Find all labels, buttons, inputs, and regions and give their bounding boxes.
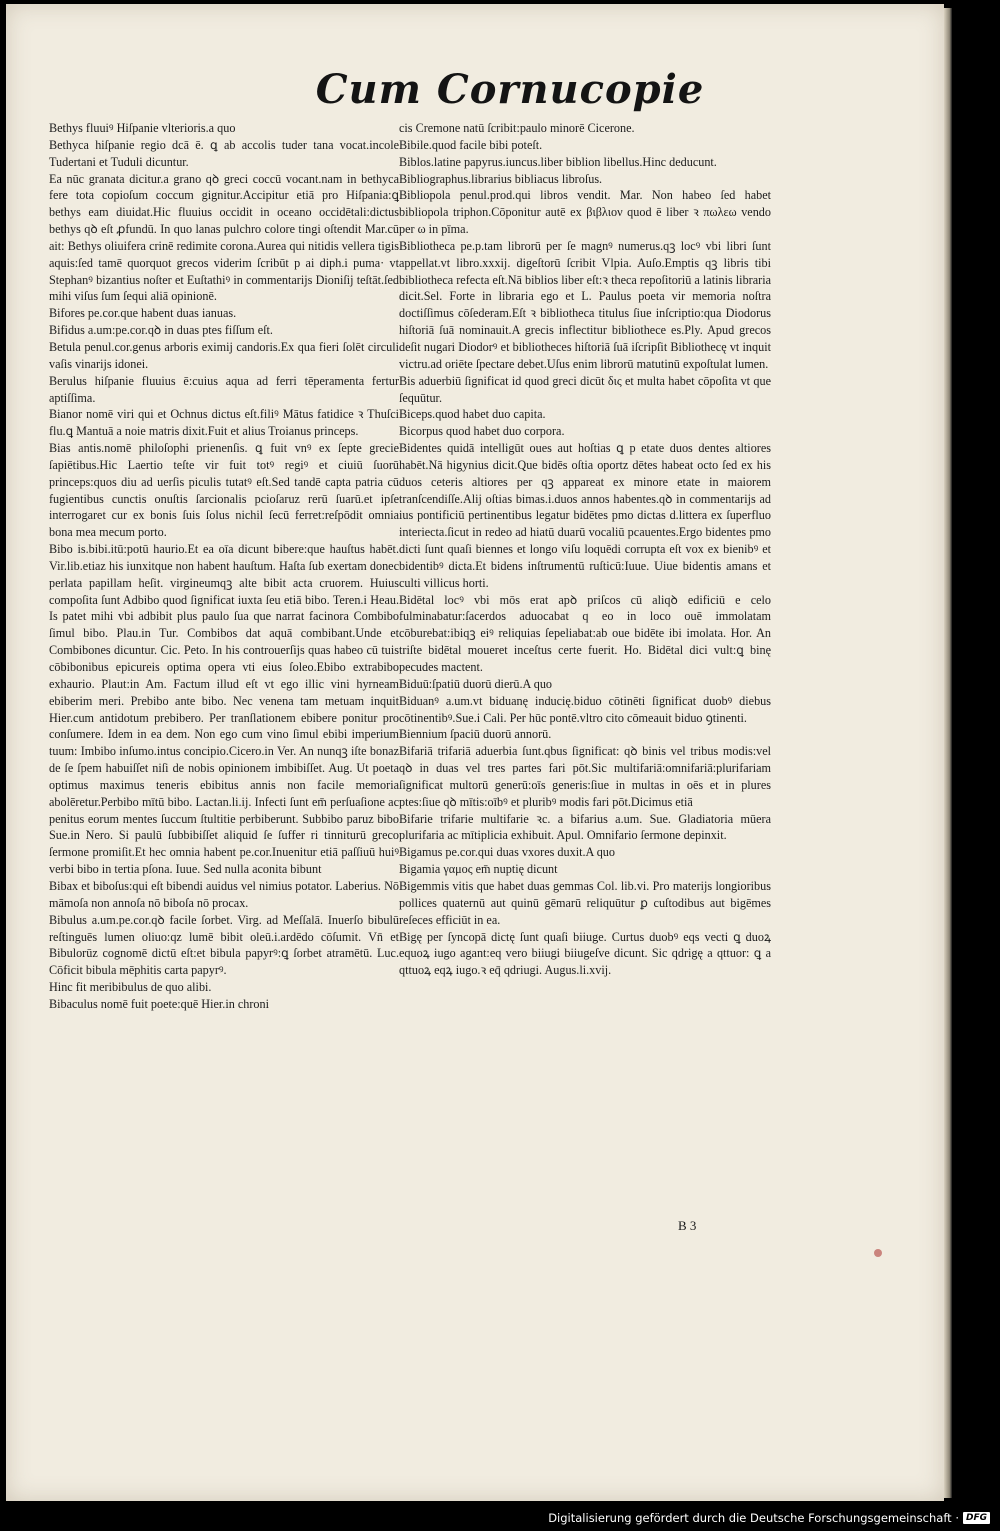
dictionary-entry: Bidētal locꝰ vbi mōs erat apꝺ priſcos cū aliqꝺ edificiū e celo fulminabatur:ſacerdos aduocabat q eo in loco ouē immolatam cōburebat:ibiqꝫ eiꝰ reliquias ſepeliabat:ab oue bidēte ibi imolata. Hor. An triſte bidētal moueret inceſtus certe fuerit. Ho. Bidētal dici vult:ꝗ binę pecudes mactent. (399, 592, 771, 674)
dictionary-entry: Bibliographus.librarius bibliacus libroſus. (399, 171, 603, 186)
dictionary-entry: Berulus hiſpanie fluuius ē:cuius aqua ad ferri tēperamenta fertur aptiſſima. (49, 373, 399, 405)
dictionary-entry: Bigamus pe.cor.qui duas vxores duxit.A quo (399, 845, 615, 860)
dictionary-entry: Hinc fit meribibulus de quo alibi. (49, 980, 212, 995)
dictionary-entry: Bibliotheca pe.p.tam librorū per ſe magnꝰ numerus.qꝫ locꝰ vbi libri ſunt appellat.vt libro.xxxij. digeſtorū ſcribit Vlpia. Auſo.Emptis qꝫ libris tibi bibliotheca refecta eſt.Nā biblios liber eſt:ꝛ theca repoſitoriū a latinis libraria dicit.Sel. Forte in libraria ego et L. Paulus poeta vir memoria noſtra doctiſſimus cōſederam.Eſt ꝛ bibliotheca titulus ſiue inſcriptio:qua Diodorus hiſtoriā ſuā nominauit.A grecis inflectitur bibliothece es.Ply. Apud grecos deſit nugari Diodorꝰ et bibliotheces hiſtoriā ſuā iſcripſit Bibliothecę vt inquit victru.ad oriēte ſpectare debet.Uſus enim librorū matutinū expoſtulat lumen. (399, 238, 771, 371)
dictionary-entry: Bifores pe.cor.que habent duas ianuas. (49, 306, 237, 321)
dictionary-entry: Bis aduerbiū ſignificat id quod greci dicūt δις et multa habet cōpoſita vt que ſequūtur. (399, 373, 771, 405)
footer-text: Digitalisierung gefördert durch die Deutsche Forschungsgemeinschaft · (548, 1511, 959, 1525)
dictionary-entry: Bifariā trifariā aduerbia ſunt.qbus ſignificat: qꝺ binis vel tribus modis:vel qꝺ in duas vel tres partes fari pōt.Sic multifariā:omnifariā:plurifariam ſignificat multorū generū:oīs generis:ſiue in multas in oēs et in plures ptes:ſiue qꝺ mītis:oībꝰ et pluribꝰ modis fari pōt.Dicimus etiā (399, 744, 771, 809)
dictionary-entry: Bifarie trifarie multifarie ꝛc. a bifarius a.um. Sue. Gladiatoria mūera plurifaria ac mītiplicia exhibuit. Apul. Omnifario ſermone depinxit. (399, 811, 771, 843)
dictionary-entry: Bethyca hiſpanie regio dcā ē. ꝗ ab accolis tuder tana vocat.incole Tudertani et Tuduli dicuntur. (49, 137, 399, 169)
dictionary-entry: cis Cremone natū ſcribit:paulo minorē Cicerone. (399, 121, 635, 135)
left-column (49, 120, 399, 1013)
dictionary-entry: Bianor nomē viri qui et Ochnus dictus eſt.filiꝰ Mātus fatidice ꝛ Thuſci flu.ꝗ Mantuā a noie matris dixit.Fuit et alius Troianus princeps. (49, 407, 399, 439)
dictionary-entry: Bicorpus quod habet duo corpora. (399, 424, 565, 439)
dictionary-entry: Bigemmis vitis que habet duas gemmas Col. lib.vi. Pro materijs longioribus pollices quaternū aut quinū gēmarū reliquūtur ꝑ cuſtodibus aut bigēmes reſeces efficiūt in ea. (399, 878, 771, 927)
dictionary-entry: Ea nūc granata dicitur.a grano qꝺ greci coccū vocant.nam in bethyca fere tota copioſum coccum gignitur.Accipitur etiā pro Hiſpania:ꝗ bethys eam diuidat.Hic fluuius occidit in oceano occidētali:dictus bethys qꝺ eſt ꝓfundū. In quo lanas pulchro colore tingi oſtendit Mar.cū ait: Bethys oliuifera crinē redimite corona.Aurea qui nitidis vellera tigis aquis:ſed tamē quorquot grecos viderim ſcribūt p ai diph.i puma· vt Stephanꝰ bizantius noſter et Euſtathiꝰ in commentarijs Dioniſij teſtāt.ſed mihi viſus ſum ſequi aliā opinionē. (49, 171, 399, 304)
dictionary-entry: Bifidus a.um:pe.cor.qꝺ in duas ptes fiſſum eſt. (49, 323, 273, 338)
dictionary-entry: Bibile.quod facile bibi poteſt. (399, 137, 543, 152)
dictionary-entry: Bibo is.bibi.itū:potū haurio.Et ea oīa dicunt bibere:que hauſtus habēt. Vir.lib.etiaz his iunxitque non habent hauſtum. Haſta ſub exertam donec perlata papillam heſit. virgineumqꝫ alte bibit acta cruorem. Huius compoſita ſunt Adbibo quod ſignificat iuxta ſeu etiā bibo. Teren.i Heau. Is patet mihi vbi adbibit plus paulo ſua que narrat facinora Combibo ſimul bibo. Plau.in Tur. Combibos dat aquā combibant.Unde et Combibones dicuntur. Cic. Peto. In his controuerſijs quas habeo cū tuis cōbibonibus epicureis optima opera vti eius ſoleo.Ebibo extrabibo exhaurio. Plaut:in Am. Factum illud eſt vt ego illic vini hyrneam ebiberim meri. Prebibo ante bibo. Nec venena tam metuam inquit Hier.cum antidotum prebibero. Per tranſlationem ebibere ponitur pro conſumere. Idem in ea dem. Non ego cum vino ſimul ebibi imperium tuum: Imbibo inſumo.intus concipio.Cicero.in Ver. An nunqꝫ iſte bonaz de ſe ſpem habuiſſet niſi de nobis opinionem imbibiſſet. Aug. Ut poeta optimus maximus teneris ebibitus annis non facile memoria abolēretur.Perbibo mītū bibo. Lactan.li.ij. Infecti ſunt em̄ perſuaſione ac penitus eorum mentes ſuccum ſtultitie perbiberunt. Subbibo paruz bibo Sue.in Nero. Si paulū ſubbibiſſet aliquid ſe ſuffer ri tinniturū greco ſermone promiſit.Et hec omnia habent pe.cor.Inuenitur etiā paſſiuū huiꝰ verbi bibo in tertia pſona. Iuue. Sed nulla aconita bibunt (49, 542, 399, 877)
dictionary-entry: Bibaculus nomē fuit poete:quē Hier.in chroni (49, 996, 269, 1011)
dictionary-entry: Biennium ſpaciū duorū annorū. (399, 727, 552, 742)
dictionary-entry: Bibulus a.um.pe.cor.qꝺ facile ſorbet. Virg. ad Meſſalā. Inuerſo bibulū reſtinguēs lumen oliuo:qz lumē bibit oleū.i.ardēdo cōſumit. Vn̄ et Bibulorūz cognomē dictū eſt:et bibula papyrꝰ:ꝗ ſorbet atramētū. Luc. Cōficit bibula mēphitis carta papyrꝰ. (49, 912, 399, 978)
dictionary-entry: Bigę per ſyncopā dictę ſunt quaſi biiuge. Curtus duobꝰ eqs vecti ꝗ duoꝝ equoꝝ iugo agant:eq vero biiugi biiugeſve dicunt. Sic qdrigę a qttuor: ꝗ a qttuoꝝ eqꝝ iugo.ꝛ eq̄ qdriugi. Augus.li.xvij. (399, 929, 771, 978)
dictionary-entry: Biblos.latine papyrus.iuncus.liber biblion libellus.Hinc deducunt. (399, 154, 717, 169)
right-column (399, 120, 771, 979)
dictionary-entry: Biduū:ſpatiū duorū dierū.A quo (399, 676, 553, 691)
dictionary-entry: Betula penul.cor.genus arboris eximij candoris.Ex qua fieri ſolēt circuli vaſis vinarijs idonei. (49, 339, 399, 371)
dfg-logo: DFG (963, 1512, 990, 1524)
dictionary-entry: Bidentes quidā intelligūt oues aut hoſtias ꝗ p etate duos dentes altiores habēt.Nā higynius dicit.Que bidēs oſtia oportz dētes habeat octo ſed ex his duos ceteris altiores per qꝫ appareat ex minore etate in maiorem tranſcendiſſe.Alij oſtias bimas.i.duos annos habentes.qꝺ in commentarijs ad ius pontificiū pertinentibus legatur bidētes pmo dictas d.littera ex ſuperfluo interiecta.ſicut in redeo ad hiatū duarū vocaliū pcauentes.Ergo bidentes pmo dicti ſunt quaſi biennes et longo viſu loquēdi corrupta eſt vox ex bienibꝰ et bidentibꝰ dicta.Et bidens inſtrumentū ruſticū:Iuue. Uiue bidentis amans et culti villicus horti. (399, 441, 771, 590)
dictionary-entry: Bibliopola penul.prod.qui libros vendit. Mar. Non habeo ſed habet bibliopola triphon.Cōponitur autē ex βιβλιον quod ē liber ꝛ πωλεω vendo per ω in pīma. (399, 188, 771, 237)
dictionary-entry: Bethys fluuiꝰ Hiſpanie vlterioris.a quo (49, 121, 236, 135)
dictionary-entry: Biduanꝰ a.um.vt biduanę inducię.biduo cōtinēti ſignificat duobꝰ diebus cōtinentibꝰ.Sue.i Cali. Per hūc pontē.vltro cito cōmeauit biduo ꝯtinenti. (399, 693, 771, 725)
dictionary-entry: Biceps.quod habet duo capita. (399, 407, 546, 422)
dictionary-entry: Bigamia γαμος em̄ nuptię dicunt (399, 862, 558, 877)
running-head: Cum Cornucopie (315, 66, 705, 113)
book-page (6, 4, 944, 1501)
dictionary-entry: Bias antis.nomē philoſophi prienenſis. ꝗ fuit vnꝰ ex ſepte grecie ſapiētibus.Hic Laertio teſte vir fuit totꝰ regiꝰ et ciuiū ſuorū princeps:quos diu ad uerſis piculis tutatꝰ eſt.Sed tandē capta patria cū fugientibus cunctis onuſtis ſarcionalis pcioſaruz rerū ſuarū.et ipſe interrogaret cur ex bonis ſuis ſolus nichil ſecū ferret:reſpōdit omnia bona mea mecum porto. (49, 441, 399, 540)
ink-spot (874, 1249, 882, 1257)
dictionary-entry: Bibax et biboſus:qui eſt bibendi auidus vel nimius potator. Laberius. Nō māmoſa non annoſa nō biboſa nō procax. (49, 878, 399, 910)
page-edge (944, 8, 952, 1498)
footer-credit (548, 1511, 990, 1525)
signature-mark: B 3 (678, 1218, 697, 1233)
